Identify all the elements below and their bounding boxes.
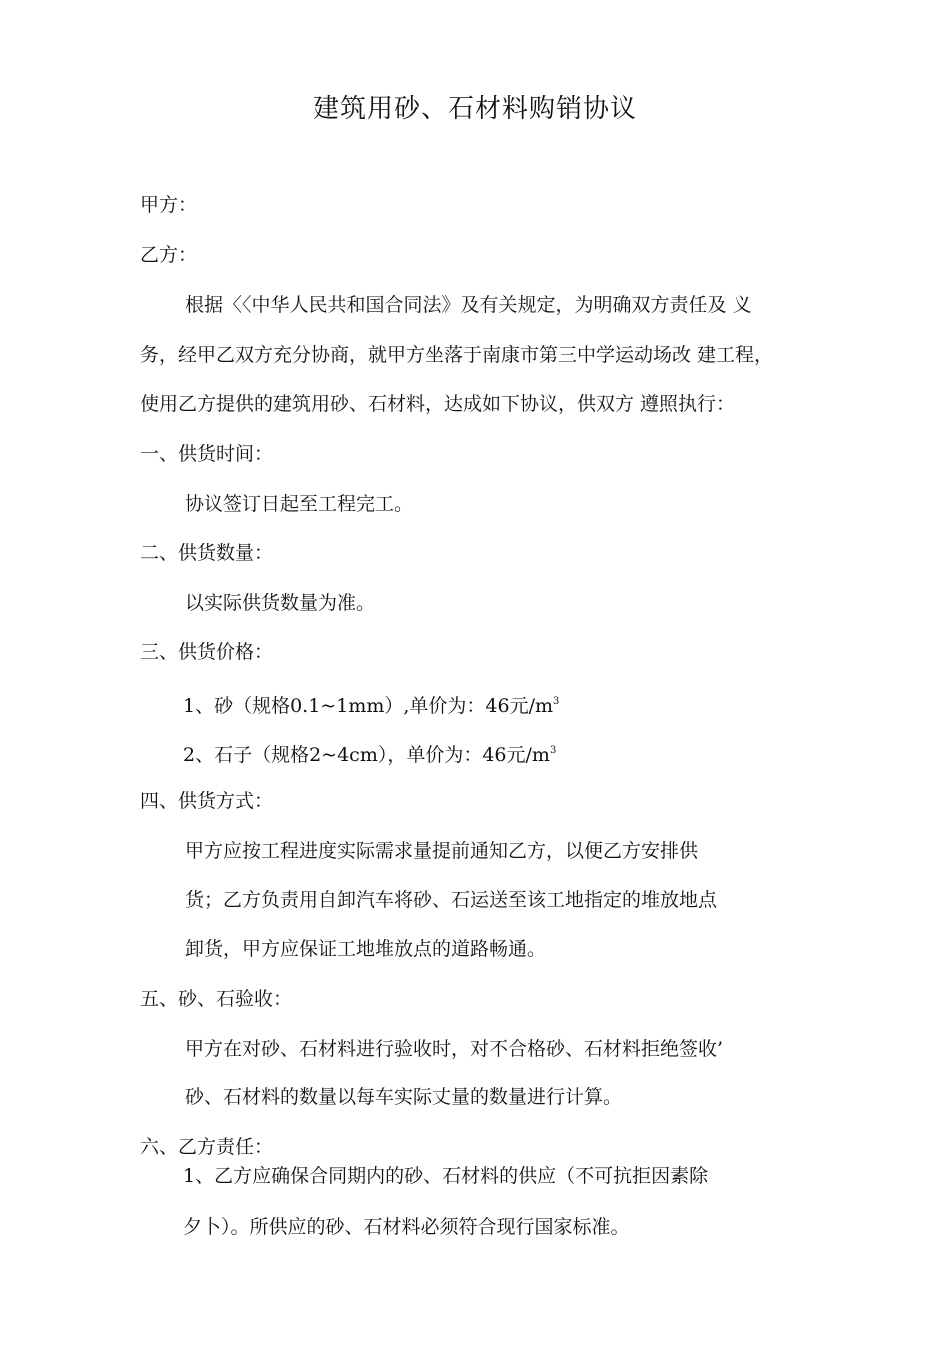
- intro-line: 务，经甲乙双方充分协商，就甲方坐落于南康市第三中学运动场改 建工程，: [140, 344, 774, 366]
- party-b-label: 乙方：: [140, 244, 198, 266]
- party-a-label: 甲方：: [140, 194, 198, 216]
- document-title: 建筑用砂、石材料购销协议: [312, 94, 637, 124]
- section-body: 以实际供货数量为准。: [185, 592, 376, 614]
- section-heading: 五、砂、石验收：: [140, 988, 293, 1010]
- price-item-sand: [183, 689, 559, 719]
- unit-superscript: 3: [552, 696, 560, 707]
- section-body: 货；乙方负责用自卸汽车将砂、石运送至该工地指定的堆放地点: [185, 889, 718, 911]
- price-item-text: 1、砂（规格0.1~1mm）,单价为：46元/m: [183, 695, 553, 717]
- section-heading: 三、供货价格：: [140, 641, 274, 663]
- intro-line: 根据〈〈中华人民共和国合同法》及有关规定，为明确双方责任及 义: [185, 294, 752, 316]
- section-heading: 一、供货时间：: [140, 443, 274, 465]
- section-body: 卸货，甲方应保证工地堆放点的道路畅通。: [185, 938, 547, 960]
- intro-line: 使用乙方提供的建筑用砂、石材料，达成如下协议，供双方 遵照执行：: [140, 393, 736, 415]
- section-heading: 二、供货数量：: [140, 542, 274, 564]
- section-body: 1、乙方应确保合同期内的砂、石材料的供应（不可抗拒因素除: [183, 1165, 709, 1187]
- section-body: 甲方应按工程进度实际需求量提前通知乙方，以便乙方安排供: [185, 840, 699, 862]
- price-item-stone: [183, 738, 556, 768]
- section-heading: 六、乙方责任：: [140, 1136, 274, 1158]
- price-item-text: 2、石子（规格2~4cm），单价为：46元/m: [183, 744, 550, 766]
- section-heading: 四、供货方式：: [140, 790, 274, 812]
- unit-superscript: 3: [549, 745, 557, 756]
- section-body: 夕卜）。所供应的砂、石材料必须符合现行国家标准。: [183, 1216, 630, 1238]
- section-body: 甲方在对砂、石材料进行验收时，对不合格砂、石材料拒绝签收’: [185, 1038, 724, 1060]
- section-body: 协议签订日起至工程完工。: [185, 493, 414, 515]
- section-body: 砂、石材料的数量以每车实际丈量的数量进行计算。: [185, 1086, 623, 1108]
